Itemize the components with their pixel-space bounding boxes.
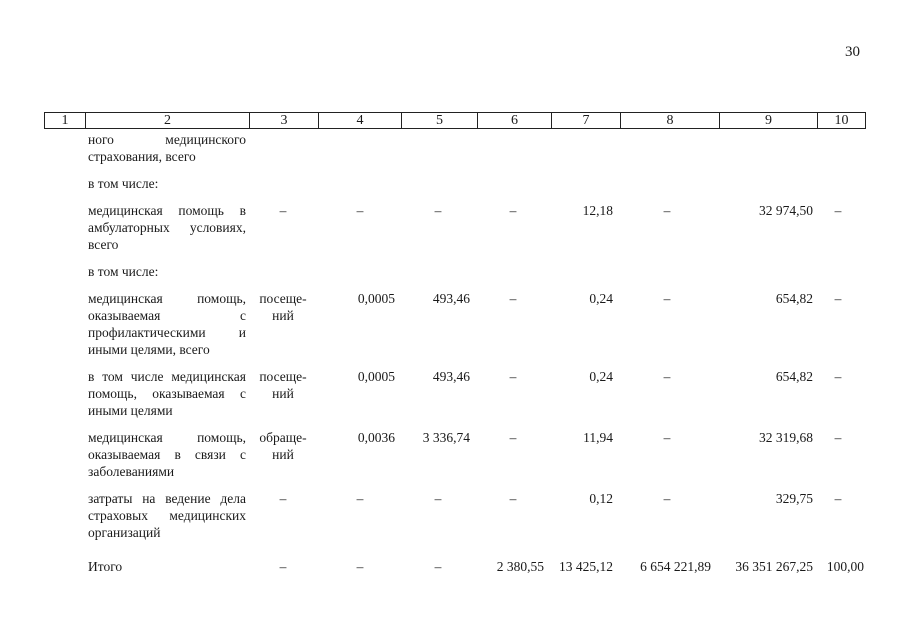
- row-total-col3: –: [279, 559, 287, 574]
- row-4-col3: посеще-ний: [259, 291, 307, 323]
- row-6-desc: медицинская помощь, оказываемая в связи с заболеваниями: [88, 430, 246, 479]
- row-5-col4: 0,0005: [357, 369, 395, 384]
- row-7-col4: –: [356, 491, 364, 506]
- row-7-col6: –: [509, 491, 517, 506]
- row-1-desc: в том числе:: [88, 176, 159, 191]
- table-header-row: [44, 112, 866, 129]
- row-5-desc: в том числе медицинская помощь, оказываемая с иными целями: [88, 369, 246, 418]
- header-col-2: 2: [85, 113, 249, 128]
- row-5-col10: –: [834, 369, 842, 384]
- row-total-col6: 2 380,55: [496, 559, 544, 574]
- row-6-col3: обраще-ний: [259, 430, 307, 462]
- row-2-col6: –: [509, 203, 517, 218]
- row-2-col5: –: [434, 203, 442, 218]
- row-2-col7: 12,18: [582, 203, 613, 218]
- row-6-col8: –: [663, 430, 671, 445]
- row-7-col9: 329,75: [775, 491, 813, 506]
- row-6-col9: 32 319,68: [759, 430, 813, 445]
- row-total-col4: –: [356, 559, 364, 574]
- row-4-col5: 493,46: [432, 291, 470, 306]
- row-7-desc: затраты на ведение дела страховых медицинских организаций: [88, 491, 246, 540]
- row-7-col5: –: [434, 491, 442, 506]
- row-5-col5: 493,46: [432, 369, 470, 384]
- row-2-col10: –: [834, 203, 842, 218]
- row-4-col6: –: [509, 291, 517, 306]
- row-4-col7: 0,24: [589, 291, 613, 306]
- row-2-col4: –: [356, 203, 364, 218]
- row-6-col5: 3 336,74: [422, 430, 470, 445]
- row-total-desc: Итого: [88, 559, 123, 574]
- row-4-col9: 654,82: [775, 291, 813, 306]
- row-total-col7: 13 425,12: [559, 559, 613, 574]
- header-col-4: 4: [318, 113, 401, 128]
- row-7-col10: –: [834, 491, 842, 506]
- row-2-col3: –: [279, 203, 287, 218]
- row-6-col10: –: [834, 430, 842, 445]
- header-col-10: 10: [817, 113, 865, 128]
- row-total-col8: 6 654 221,89: [640, 559, 711, 574]
- row-4-col4: 0,0005: [357, 291, 395, 306]
- row-2-col9: 32 974,50: [759, 203, 813, 218]
- header-col-6: 6: [477, 113, 551, 128]
- row-total-col10: 100,00: [826, 559, 864, 574]
- header-col-8: 8: [620, 113, 719, 128]
- row-4-col8: –: [663, 291, 671, 306]
- row-2-desc: медицинская помощь в амбулаторных условиях, всего: [88, 203, 246, 252]
- header-col-5: 5: [401, 113, 477, 128]
- header-col-7: 7: [551, 113, 620, 128]
- row-7-col7: 0,12: [589, 491, 613, 506]
- row-6-col7: 11,94: [583, 430, 613, 445]
- row-5-col6: –: [509, 369, 517, 384]
- row-7-col8: –: [663, 491, 671, 506]
- header-col-1: 1: [61, 113, 69, 128]
- row-0-desc: ного медицинского страхования, всего: [88, 132, 246, 164]
- row-4-desc: медицинская помощь, оказываемая с профилактическими и иными целями, всего: [88, 291, 246, 357]
- row-5-col9: 654,82: [775, 369, 813, 384]
- header-col-9: 9: [719, 113, 817, 128]
- row-total-col5: –: [434, 559, 442, 574]
- header-col-3: 3: [249, 113, 318, 128]
- row-5-col8: –: [663, 369, 671, 384]
- row-3-desc: в том числе:: [88, 264, 159, 279]
- row-7-col3: –: [279, 491, 287, 506]
- row-6-col4: 0,0036: [357, 430, 395, 445]
- row-6-col6: –: [509, 430, 517, 445]
- row-2-col8: –: [663, 203, 671, 218]
- row-4-col10: –: [834, 291, 842, 306]
- row-5-col7: 0,24: [589, 369, 613, 384]
- row-total-col9: 36 351 267,25: [735, 559, 813, 574]
- row-5-col3: посеще-ний: [259, 369, 307, 401]
- page-number: 30: [845, 44, 860, 60]
